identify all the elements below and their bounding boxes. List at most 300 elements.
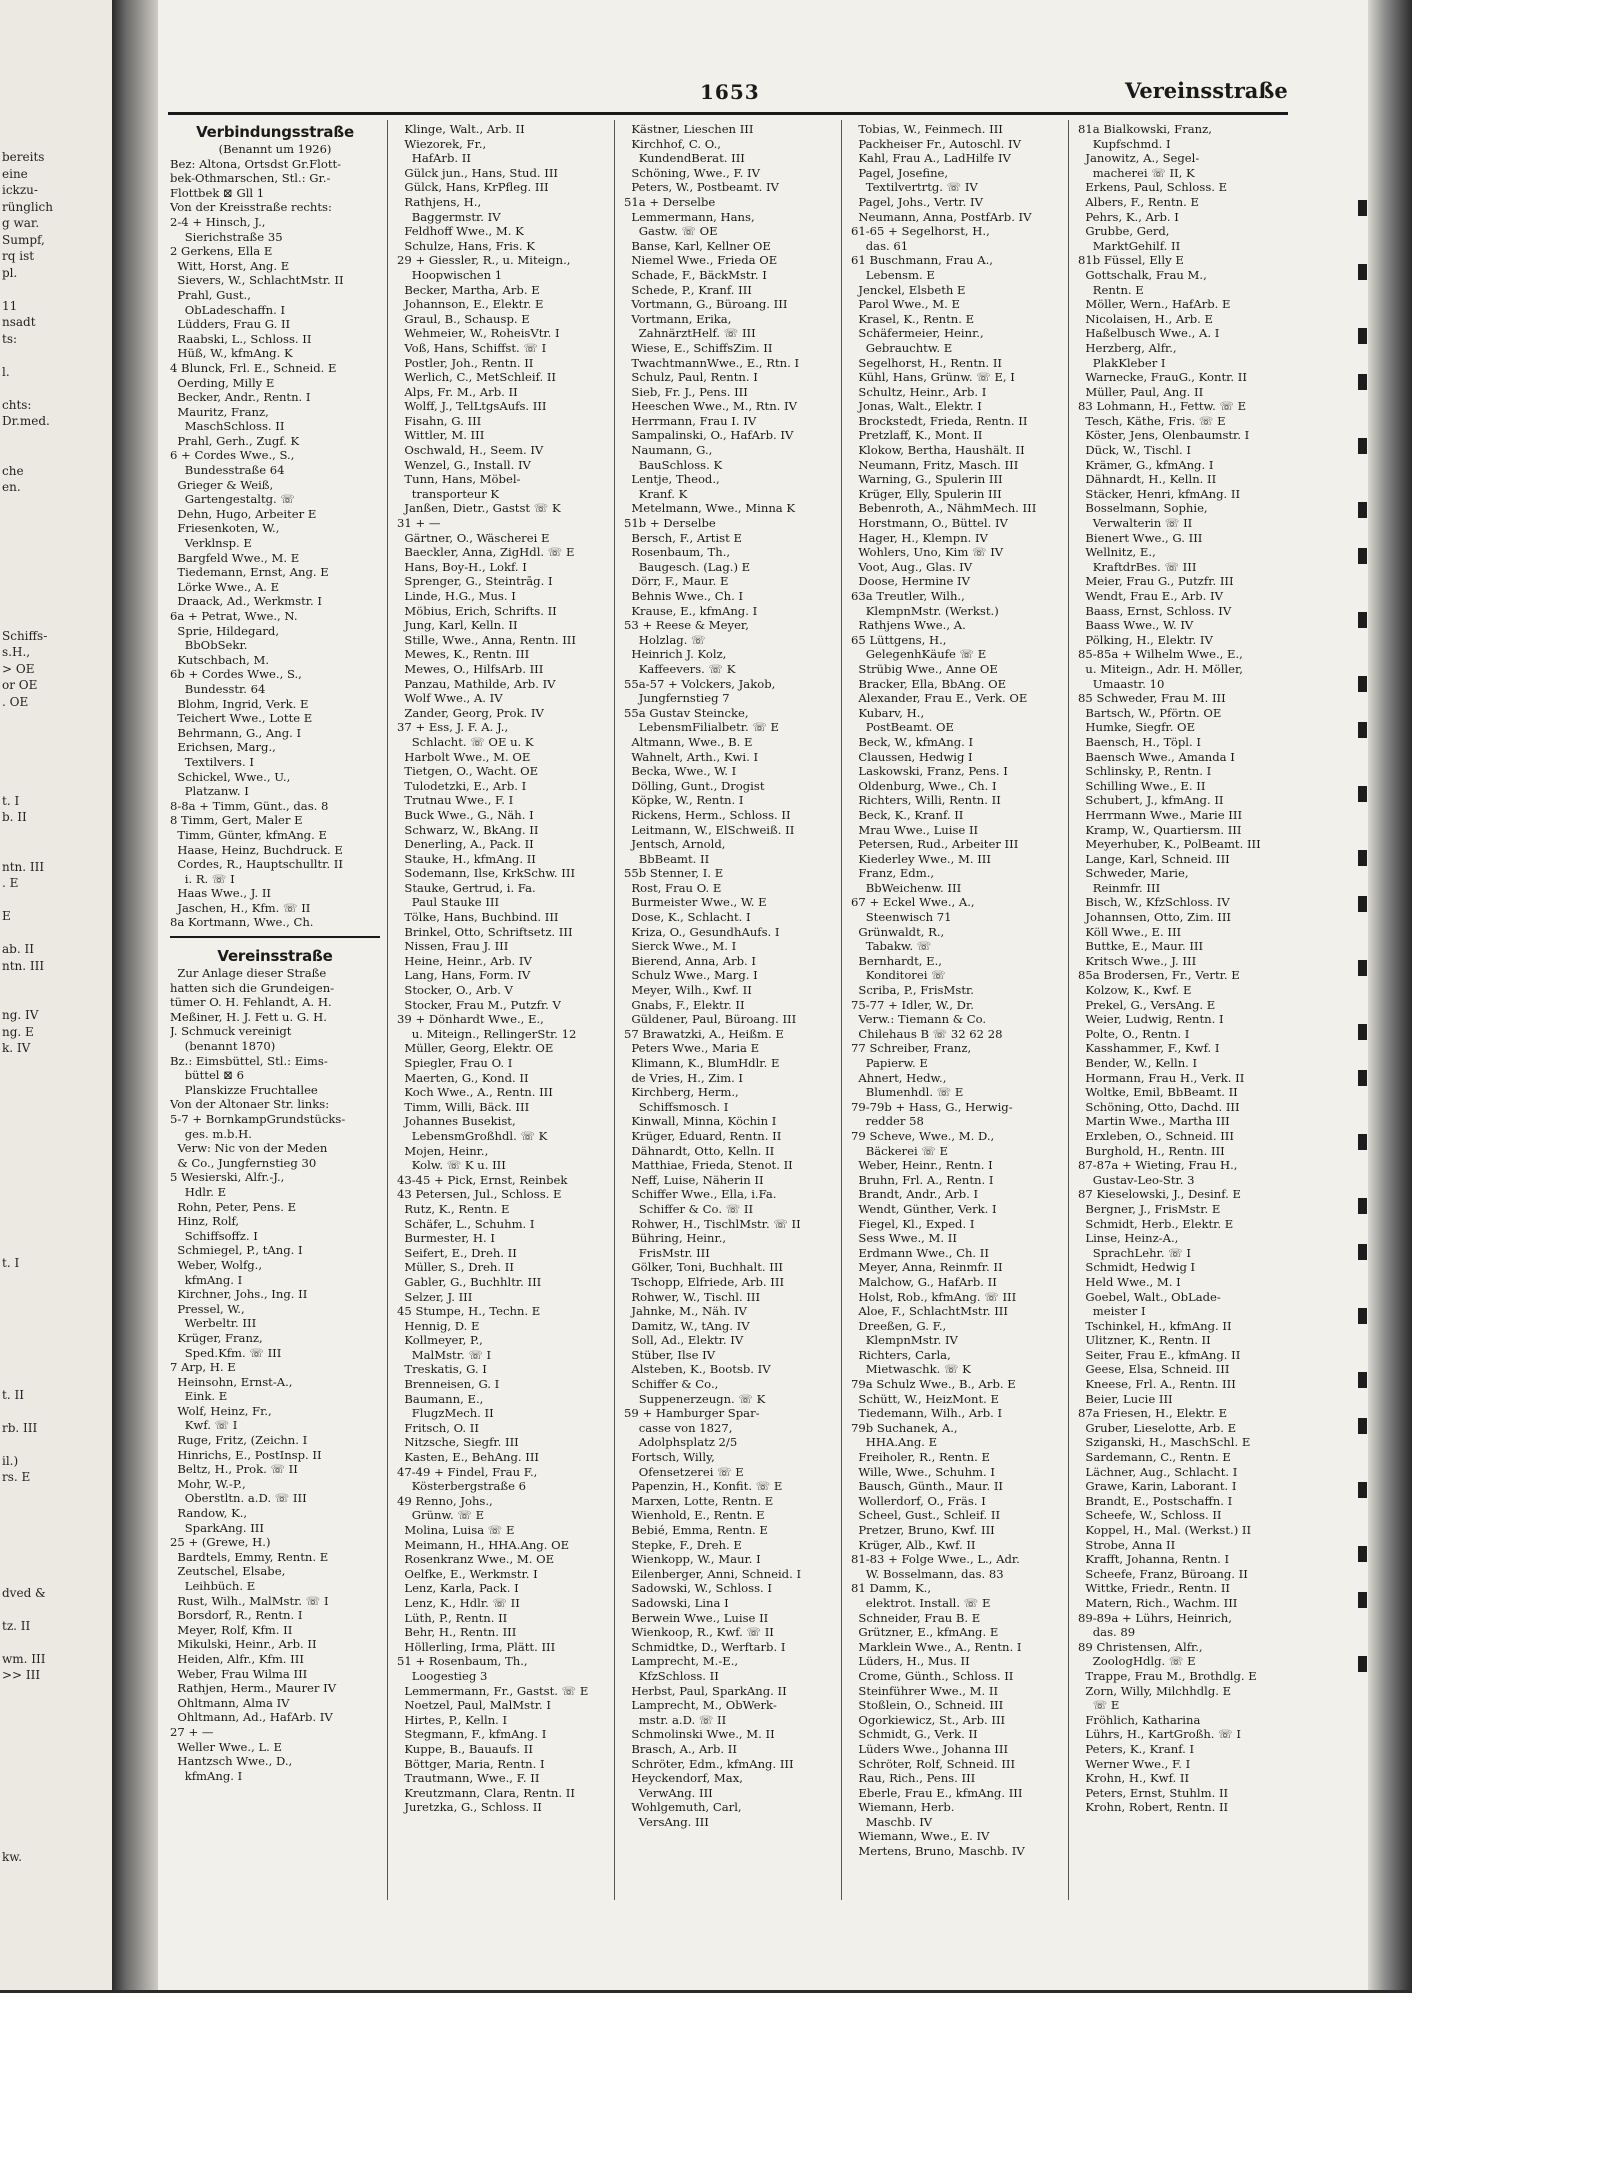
strip-text-line: Dr.med. [2, 414, 50, 428]
strip-text-line: b. II [2, 810, 27, 824]
directory-entry: Dähnardt, H., Kelln. II [1078, 472, 1217, 487]
directory-entry: Stepke, F., Dreh. E [624, 1537, 742, 1552]
directory-entry: 51a + Derselbe [624, 194, 716, 209]
directory-entry: 8-8a + Timm, Günt., das. 8 [170, 798, 329, 813]
directory-column-3 [624, 122, 834, 1829]
directory-entry: SparkAng. III [170, 1520, 264, 1535]
directory-entry: Haßelbusch Wwe., A. I [1078, 326, 1220, 341]
directory-entry: Mohr, W.-P., [170, 1476, 246, 1491]
strip-text-line: tz. II [2, 1618, 31, 1633]
directory-entry: Krüger, Elly, Spulerin III [851, 486, 1002, 501]
strip-text-line: g war. [2, 216, 40, 230]
directory-entry: Gebrauchtw. E [851, 340, 953, 355]
directory-entry: Wille, Wwe., Schuhm. I [851, 1464, 995, 1479]
directory-entry: 6 + Cordes Wwe., S., [170, 448, 295, 463]
directory-entry: Fisahn, G. III [397, 413, 482, 428]
directory-entry: Zeutschel, Elsabe, [170, 1564, 286, 1579]
directory-entry: Müller, Georg, Elektr. OE [397, 1041, 554, 1056]
directory-entry: Tiedemann, Wilh., Arb. I [851, 1406, 1003, 1421]
directory-entry: 67 + Eckel Wwe., A., [851, 895, 975, 910]
directory-entry: i. R. ☏ I [170, 871, 235, 886]
directory-entry: Warning, G., Spulerin III [851, 472, 1003, 487]
directory-entry: Polte, O., Rentn. I [1078, 1026, 1190, 1041]
directory-entry: Schmiegel, P., tAng. I [170, 1243, 303, 1258]
directory-entry: Kupfschmd. I [1078, 136, 1171, 151]
directory-entry: Lüdders, Frau G. II [170, 317, 291, 332]
directory-entry: Brenneisen, G. I [397, 1377, 500, 1392]
directory-entry: Schilling Wwe., E. II [1078, 778, 1206, 793]
directory-entry: Prahl, Gerh., Zugf. K [170, 433, 300, 448]
directory-entry: Stegmann, F., kfmAng. I [397, 1727, 547, 1742]
directory-entry: Lörke Wwe., A. E [170, 579, 280, 594]
directory-entry: Schmidt, G., Verk. II [851, 1727, 978, 1742]
directory-entry: Ohltmann, Alma IV [170, 1695, 290, 1710]
directory-entry: Kolw. ☏ K u. III [397, 1158, 506, 1173]
strip-text-line: > OE [2, 661, 35, 676]
directory-entry: Gärtner, O., Wäscherei E [397, 530, 550, 545]
street-title: Vereinsstraße [217, 947, 333, 966]
directory-entry: Bundesstr. 64 [170, 681, 266, 696]
directory-entry: 7 Arp, H. E [170, 1360, 236, 1375]
directory-entry: MarktGehilf. II [1078, 238, 1181, 253]
directory-entry: Werlich, C., MetSchleif. II [397, 370, 556, 385]
directory-entry: Claussen, Hedwig I [851, 749, 973, 764]
page-number: 1653 [700, 80, 760, 104]
directory-entry: Peters, K., Kranf. I [1078, 1741, 1195, 1756]
directory-entry: Teichert Wwe., Lotte E [170, 711, 313, 726]
directory-entry: Schultz, Heinr., Arb. I [851, 384, 987, 399]
strip-text-line: chts: [2, 397, 32, 412]
directory-entry: Loogestieg 3 [397, 1668, 488, 1683]
directory-entry: Wolf Wwe., A. IV [397, 691, 503, 706]
directory-entry: Kasshammer, F., Kwf. I [1078, 1041, 1220, 1056]
directory-entry: J. Schmuck vereinigt [170, 1024, 292, 1039]
directory-entry: Woltke, Emil, BbBeamt. II [1078, 1085, 1238, 1100]
directory-entry: Beltz, H., Prok. ☏ II [170, 1462, 298, 1477]
directory-entry: 81 Damm, K., [851, 1581, 932, 1596]
directory-entry: Sprie, Hildegard, [170, 623, 280, 638]
directory-entry: Textilvertrtg. ☏ IV [851, 180, 978, 195]
directory-entry: Papenzin, H., Konfit. ☏ E [624, 1479, 783, 1494]
directory-entry: Erichsen, Marg., [170, 740, 276, 755]
directory-entry: Bracker, Ella, BbAng. OE [851, 676, 1007, 691]
edge-mark [1358, 1592, 1367, 1608]
directory-entry: Heinrich J. Kolz, [624, 647, 727, 662]
directory-entry: Gustav-Leo-Str. 3 [1078, 1172, 1195, 1187]
edge-mark [1358, 722, 1367, 738]
edge-mark [1358, 328, 1367, 344]
directory-entry: Vortmann, Erika, [624, 311, 732, 326]
directory-entry: TwachtmannWwe., E., Rtn. I [624, 355, 800, 370]
strip-text-line: l. [2, 364, 10, 379]
directory-entry: Pretzer, Bruno, Kwf. III [851, 1523, 995, 1537]
directory-entry: Verw: Nic von der Meden [170, 1141, 328, 1156]
directory-entry: ZoologHdlg. ☏ E [1078, 1654, 1196, 1669]
directory-entry: Sped.Kfm. ☏ III [170, 1345, 282, 1360]
directory-entry: Grünw. ☏ E [397, 1508, 485, 1523]
directory-entry: Rust, Wilh., MalMstr. ☏ I [170, 1593, 329, 1608]
directory-entry: Leitmann, W., ElSchweiß. II [624, 822, 795, 837]
book-gutter [112, 0, 158, 1990]
directory-entry: Stauke, Gertrud, i. Fa. [397, 880, 536, 895]
directory-entry: Weber, Heinr., Rentn. I [851, 1158, 993, 1173]
directory-entry: Blohm, Ingrid, Verk. E [170, 696, 309, 711]
directory-entry: Timm, Günter, kfmAng. E [170, 827, 327, 842]
directory-entry: Kühl, Hans, Grünw. ☏ E, I [851, 370, 1015, 385]
directory-entry: Kaffeevers. ☏ K [624, 661, 736, 676]
directory-entry: Reinmfr. III [1078, 880, 1161, 895]
directory-entry: Wendt, Frau E., Arb. IV [1078, 589, 1223, 603]
directory-entry: & Co., Jungfernstieg 30 [170, 1155, 317, 1170]
edge-mark [1358, 676, 1367, 692]
directory-entry: Richters, Willi, Rentn. II [851, 793, 1001, 808]
directory-entry: Weber, Wolfg., [170, 1257, 263, 1272]
directory-entry: Holzlag. ☏ [624, 632, 706, 647]
directory-entry: Becker, Andr., Rentn. I [170, 390, 311, 405]
directory-entry: Humke, Siegfr. OE [1078, 720, 1196, 735]
directory-entry: Prahl, Gust., [170, 287, 251, 302]
strip-text-line: . OE [2, 694, 29, 709]
directory-entry: Treskatis, G. I [397, 1362, 487, 1377]
directory-entry: Brinkel, Otto, Schriftsetz. III [397, 924, 573, 939]
directory-entry: Heiden, Alfr., Kfm. III [170, 1651, 304, 1666]
directory-entry: Wellnitz, E., [1078, 545, 1156, 560]
directory-entry: Bausch, Günth., Maur. II [851, 1479, 1003, 1494]
directory-entry: Sziganski, H., MaschSchl. E [1078, 1435, 1251, 1450]
directory-entry: 81-83 + Folge Wwe., L., Adr. [851, 1552, 1020, 1567]
directory-entry: Schulze, Hans, Fris. K [397, 238, 535, 253]
strip-text-line: . E [2, 876, 19, 890]
directory-entry: Stocker, Frau M., Putzfr. V [397, 997, 561, 1012]
directory-entry: Johannes Busekist, [397, 1114, 516, 1129]
directory-entry: 6a + Petrat, Wwe., N. [170, 609, 298, 623]
strip-text-line: dved & [2, 1585, 46, 1600]
directory-entry: kfmAng. I [170, 1272, 243, 1287]
directory-entry: Marxen, Lotte, Rentn. E [624, 1493, 774, 1508]
directory-entry: Lührs, H., KartGroßh. ☏ I [1078, 1727, 1241, 1742]
directory-entry: Becker, Martha, Arb. E [397, 282, 540, 297]
directory-entry: Adolphsplatz 2/5 [624, 1435, 738, 1450]
directory-entry: Friesenkoten, W., [170, 521, 280, 536]
directory-entry: Hinrichs, E., PostInsp. II [170, 1447, 322, 1462]
directory-entry: Schmidt, Herb., Elektr. E [1078, 1216, 1234, 1231]
directory-entry: Nicolaisen, H., Arb. E [1078, 311, 1214, 326]
edge-mark [1358, 548, 1367, 564]
directory-entry: Stoßlein, O., Schneid. III [851, 1698, 1004, 1713]
directory-entry: Schröter, Rolf, Schneid. III [851, 1756, 1016, 1771]
directory-entry: Sardemann, C., Rentn. E [1078, 1450, 1231, 1465]
directory-entry: Schäfer, L., Schuhm. I [397, 1216, 535, 1231]
edge-mark [1358, 1134, 1367, 1150]
directory-entry: 45 Stumpe, H., Techn. E [397, 1304, 541, 1319]
directory-entry: Denerling, A., Pack. II [397, 837, 534, 852]
directory-entry: Draack, Ad., Werkmstr. I [170, 594, 322, 609]
directory-entry: Heeschen Wwe., M., Rtn. IV [624, 399, 797, 414]
directory-entry: Damitz, W., tAng. IV [624, 1318, 750, 1333]
directory-entry: Oberstltn. a.D. ☏ III [170, 1491, 307, 1506]
directory-entry: Von der Altonaer Str. links: [170, 1097, 330, 1112]
directory-entry: Peters Wwe., Maria E [624, 1041, 760, 1056]
directory-entry: Wienkoop, R., Kwf. ☏ II [624, 1625, 774, 1640]
directory-entry: 79a Schulz Wwe., B., Arb. E [851, 1377, 1016, 1392]
directory-entry: Baensch, H., Töpl. I [1078, 734, 1201, 749]
directory-entry: Erkens, Paul, Schloss. E [1078, 180, 1228, 195]
directory-entry: Schöning, Wwe., F. IV [624, 165, 761, 180]
directory-entry: Borsdorf, R., Rentn. I [170, 1608, 303, 1623]
directory-entry: Meßiner, H. J. Fett u. G. H. [170, 1009, 327, 1024]
directory-entry: Schade, F., BäckMstr. I [624, 267, 767, 282]
street-subtitle: (Benannt um 1926) [218, 142, 332, 156]
directory-entry: Kolzow, K., Kwf. E [1078, 983, 1192, 998]
directory-entry: Graul, B., Schausp. E [397, 311, 530, 326]
directory-entry: 61-65 + Segelhorst, H., [851, 224, 990, 239]
directory-entry: Wiemann, Herb. [851, 1800, 955, 1815]
directory-entry: Jaschen, H., Kfm. ☏ II [170, 900, 311, 915]
directory-entry: Alexander, Frau E., Verk. OE [851, 691, 1028, 706]
directory-entry: Gülck jun., Hans, Stud. III [397, 165, 559, 180]
directory-entry: SprachLehr. ☏ I [1078, 1245, 1191, 1260]
directory-entry: 89-89a + Lührs, Heinrich, [1078, 1610, 1232, 1625]
directory-entry: Scriba, P., FrisMstr. [851, 983, 974, 998]
directory-entry: Wehmeier, W., RoheisVtr. I [397, 326, 560, 341]
directory-entry: Mewes, K., Rentn. III [397, 647, 530, 662]
directory-entry: Planskizze Fruchtallee [170, 1082, 318, 1097]
directory-entry: Meyer, Wilh., Kwf. II [624, 983, 752, 998]
directory-entry: Mewes, O., HilfsArb. III [397, 661, 544, 676]
directory-entry: Richters, Carla, [851, 1347, 951, 1362]
directory-entry: Erxleben, O., Schneid. III [1078, 1128, 1234, 1143]
directory-entry: Gruber, Lieselotte, Arb. E [1078, 1420, 1237, 1435]
directory-entry: Juretzka, G., Schloss. II [397, 1800, 542, 1815]
directory-entry: Matern, Rich., Wachm. III [1078, 1595, 1238, 1610]
directory-entry: Gülck, Hans, KrPfleg. III [397, 180, 549, 195]
strip-text-line: 11 [2, 298, 18, 313]
directory-entry: Geese, Elsa, Schneid. III [1078, 1362, 1230, 1377]
directory-entry: Goebel, Walt., ObLade- [1078, 1289, 1221, 1304]
directory-entry: Beier, Lucie III [1078, 1391, 1173, 1406]
directory-entry: Schulz Wwe., Marg. I [624, 968, 758, 983]
directory-entry: Grubbe, Gerd, [1078, 224, 1170, 239]
directory-entry: Bäckerei ☏ E [851, 1143, 948, 1158]
directory-entry: Lüders Wwe., Johanna III [851, 1741, 1009, 1756]
header-rule [168, 112, 1288, 115]
directory-entry: Burmester, H. I [397, 1231, 495, 1246]
directory-entry: Wohlgemuth, Carl, [624, 1800, 742, 1815]
directory-entry: Pölking, H., Elektr. IV [1078, 632, 1213, 647]
directory-entry: Bosselmann, Sophie, [1078, 501, 1208, 516]
directory-entry: Schneider, Frau B. E [851, 1610, 981, 1625]
directory-entry: Schickel, Wwe., U., [170, 769, 291, 784]
directory-entry: Oldenburg, Wwe., Ch. I [851, 778, 997, 793]
directory-entry: 49 Renno, Johs., [397, 1493, 493, 1508]
edge-mark [1358, 960, 1367, 976]
directory-entry: Voß, Hans, Schiffst. ☏ I [397, 340, 547, 355]
directory-entry: Chilehaus B ☏ 32 62 28 [851, 1026, 1003, 1041]
strip-text-line: ab. II [2, 942, 34, 956]
directory-entry: PostBeamt. OE [851, 720, 954, 735]
directory-entry: Werbeltr. III [170, 1316, 257, 1331]
directory-entry: Rosenkranz Wwe., M. OE [397, 1552, 555, 1567]
directory-entry: Müller, S., Dreh. II [397, 1260, 514, 1275]
directory-column-2 [397, 122, 607, 1815]
directory-entry: Naumann, G., [624, 443, 713, 458]
directory-entry: Beck, K., Kranf. II [851, 807, 964, 822]
directory-entry: Harbolt Wwe., M. OE [397, 749, 531, 764]
directory-entry: Rutz, K., Rentn. E [397, 1201, 510, 1216]
directory-entry: Bz.: Eimsbüttel, Stl.: Eims- [170, 1053, 328, 1068]
directory-entry: Grützner, E., kfmAng. E [851, 1625, 999, 1640]
directory-entry: Tietgen, O., Wacht. OE [397, 764, 539, 779]
directory-entry: Ahnert, Hedw., [851, 1070, 947, 1085]
directory-entry: ZahnärztHelf. ☏ III [624, 326, 756, 341]
directory-entry: Kirchner, Johs., Ing. II [170, 1287, 308, 1302]
directory-entry: Mojen, Heinr., [397, 1143, 489, 1158]
directory-entry: 39 + Dönhardt Wwe., E., [397, 1012, 544, 1027]
directory-entry: KlempnMstr. (Werkst.) [851, 603, 999, 618]
directory-entry: ☏ E [1078, 1698, 1120, 1713]
directory-entry: Spiegler, Frau O. I [397, 1056, 513, 1070]
directory-entry: Fiegel, Kl., Exped. I [851, 1216, 975, 1231]
directory-entry: Gnabs, F., Elektr. II [624, 997, 745, 1012]
directory-entry: Krüger, Alb., Kwf. II [851, 1537, 976, 1552]
directory-entry: Tulodetzki, E., Arb. I [397, 778, 527, 793]
directory-entry: Lenz, K., Hdlr. ☏ II [397, 1595, 520, 1610]
directory-entry: KlempnMstr. IV [851, 1333, 958, 1348]
directory-entry: Wienkopp, W., Maur. I [624, 1552, 761, 1567]
directory-entry: Klokow, Bertha, Haushält. II [851, 443, 1025, 458]
directory-entry: Schiffsoffz. I [170, 1228, 258, 1243]
directory-entry: Albers, F., Rentn. E [1078, 194, 1199, 209]
directory-entry: Stäcker, Henri, kfmAng. II [1078, 486, 1241, 501]
directory-entry: Cordes, R., Hauptschulltr. II [170, 857, 343, 872]
directory-entry: 77 Schreiber, Franz, [851, 1041, 972, 1056]
directory-entry: Witt, Horst, Ang. E [170, 258, 290, 273]
directory-entry: Behr, H., Rentn. III [397, 1625, 517, 1640]
directory-entry: Krämer, G., kfmAng. I [1078, 457, 1214, 472]
directory-entry: Rickens, Herm., Schloss. II [624, 807, 791, 822]
directory-entry: Oerding, Milly E [170, 375, 275, 390]
directory-entry: HafArb. II [397, 151, 471, 166]
directory-entry: Suppenerzeugn. ☏ K [624, 1391, 766, 1406]
directory-entry: Herzberg, Alfr., [1078, 340, 1177, 355]
directory-entry: Meyer, Anna, Reinmfr. II [851, 1260, 1003, 1275]
directory-entry: Zander, Georg, Prok. IV [397, 705, 544, 720]
directory-entry: Trappe, Frau M., Brothdlg. E [1078, 1668, 1257, 1683]
directory-entry: Dück, W., Tischl. I [1078, 443, 1191, 458]
edge-mark [1358, 1656, 1367, 1672]
directory-entry: Koch Wwe., A., Rentn. III [397, 1085, 553, 1100]
directory-entry: Köster, Jens, Olenbaumstr. I [1078, 428, 1250, 443]
directory-entry: Kubarv, H., [851, 705, 925, 720]
strip-text-line: or OE [2, 678, 38, 692]
directory-entry: ObLadeschaffn. I [170, 302, 286, 317]
directory-entry: Behnis Wwe., Ch. I [624, 589, 744, 603]
directory-entry: Maerten, G., Kond. II [397, 1070, 529, 1085]
directory-entry: Kösterbergstraße 6 [397, 1479, 527, 1494]
directory-entry: Mauritz, Franz, [170, 404, 269, 419]
directory-entry: Soll, Ad., Elektr. IV [624, 1333, 744, 1348]
directory-entry: Brandt, E., Postschaffn. I [1078, 1493, 1233, 1508]
directory-entry: LebensmFilialbetr. ☏ E [624, 720, 780, 735]
directory-entry: u. Miteign., RellingerStr. 12 [397, 1026, 577, 1041]
directory-entry: Stüber, Ilse IV [624, 1347, 716, 1362]
directory-entry: Baeckler, Anna, ZigHdl. ☏ E [397, 545, 575, 560]
directory-entry: mstr. a.D. ☏ II [624, 1712, 727, 1727]
strip-text-line: rs. E [2, 1470, 31, 1484]
directory-entry: Mietwaschk. ☏ K [851, 1362, 971, 1377]
directory-entry: Holst, Rob., kfmAng. ☏ III [851, 1289, 1017, 1304]
directory-entry: Stauke, H., kfmAng. II [397, 851, 536, 866]
directory-entry: 5-7 + BornkampGrundstücks- [170, 1112, 346, 1126]
directory-column-5 [1078, 122, 1288, 1815]
directory-entry: Hirtes, P., Kelln. I [397, 1712, 508, 1727]
directory-entry: Bez: Altona, Ortsdst Gr.Flott- [170, 156, 342, 171]
edge-mark [1358, 1482, 1367, 1498]
directory-entry: Dreeßen, G. F., [851, 1318, 947, 1333]
directory-column-4 [851, 122, 1061, 1859]
directory-entry: Hans, Boy-H., Lokf. I [397, 559, 527, 574]
directory-entry: Petersen, Rud., Arbeiter III [851, 837, 1019, 852]
scan-bottom-edge [0, 1990, 1412, 1993]
directory-entry: Postler, Joh., Rentn. II [397, 355, 534, 370]
directory-entry: Sierck Wwe., M. I [624, 939, 737, 954]
directory-entry: 81b Füssel, Elly E [1078, 253, 1184, 268]
directory-entry: Tobias, W., Feinmech. III [851, 122, 1003, 136]
directory-entry: Schiffsmosch. I [624, 1099, 729, 1114]
directory-entry: Wienhold, E., Rentn. E [624, 1508, 765, 1523]
directory-entry: kfmAng. I [170, 1768, 243, 1783]
directory-entry: Kasten, E., BehAng. III [397, 1450, 539, 1465]
directory-entry: Rathjens Wwe., A. [851, 618, 966, 633]
directory-entry: Möller, Wern., HafArb. E [1078, 297, 1231, 312]
directory-entry: Verklnsp. E [170, 536, 252, 551]
directory-entry: Heine, Heinr., Arb. IV [397, 953, 532, 968]
directory-entry: Rohn, Peter, Pens. E [170, 1199, 297, 1214]
directory-entry: 87-87a + Wieting, Frau H., [1078, 1158, 1238, 1173]
directory-entry: Fortsch, Willy, [624, 1450, 715, 1465]
directory-entry: Raabski, L., Schloss. II [170, 331, 312, 346]
directory-entry: Blumenhdl. ☏ E [851, 1085, 964, 1100]
directory-entry: Baass, Ernst, Schloss. IV [1078, 603, 1232, 618]
directory-entry: Herbst, Paul, SparkAng. II [624, 1683, 787, 1698]
directory-entry: MalMstr. ☏ I [397, 1347, 492, 1362]
directory-entry: Hinz, Rolf, [170, 1214, 240, 1229]
directory-entry: Bierend, Anna, Arb. I [624, 953, 756, 968]
directory-entry: Rathjen, Herm., Maurer IV [170, 1681, 337, 1696]
directory-entry: bek-Othmarschen, Stl.: Gr.- [170, 171, 331, 186]
directory-entry: Klimann, K., BlumHdlr. E [624, 1056, 780, 1070]
directory-entry: 8a Kortmann, Wwe., Ch. [170, 915, 314, 930]
directory-entry: 29 + Giessler, R., u. Miteign., [397, 253, 571, 268]
directory-entry: Hormann, Frau H., Verk. II [1078, 1070, 1245, 1085]
directory-entry: Hager, H., Klempn. IV [851, 530, 988, 545]
directory-entry: Ogorkiewicz, St., Arb. III [851, 1712, 1006, 1727]
strip-text-line: rq ist [2, 249, 35, 263]
edge-mark [1358, 438, 1367, 454]
directory-entry: Malchow, G., HafArb. II [851, 1274, 997, 1289]
directory-entry: Schütt, W., HeizMont. E [851, 1391, 999, 1406]
directory-entry: Wendt, Günther, Verk. I [851, 1201, 997, 1216]
directory-entry: Bergner, J., FrisMstr. E [1078, 1201, 1221, 1216]
directory-entry: Brockstedt, Frieda, Rentn. II [851, 413, 1028, 428]
directory-entry: 85-85a + Wilhelm Wwe., E., [1078, 647, 1243, 662]
directory-entry: Molina, Luisa ☏ E [397, 1523, 515, 1537]
directory-entry: Lüth, P., Rentn. II [397, 1610, 508, 1625]
directory-entry: Kollmeyer, P., [397, 1333, 483, 1348]
directory-entry: Verw.: Tiemann & Co. [851, 1012, 987, 1027]
directory-entry: Baumann, E., [397, 1391, 484, 1406]
directory-entry: FlugzMech. II [397, 1406, 494, 1421]
